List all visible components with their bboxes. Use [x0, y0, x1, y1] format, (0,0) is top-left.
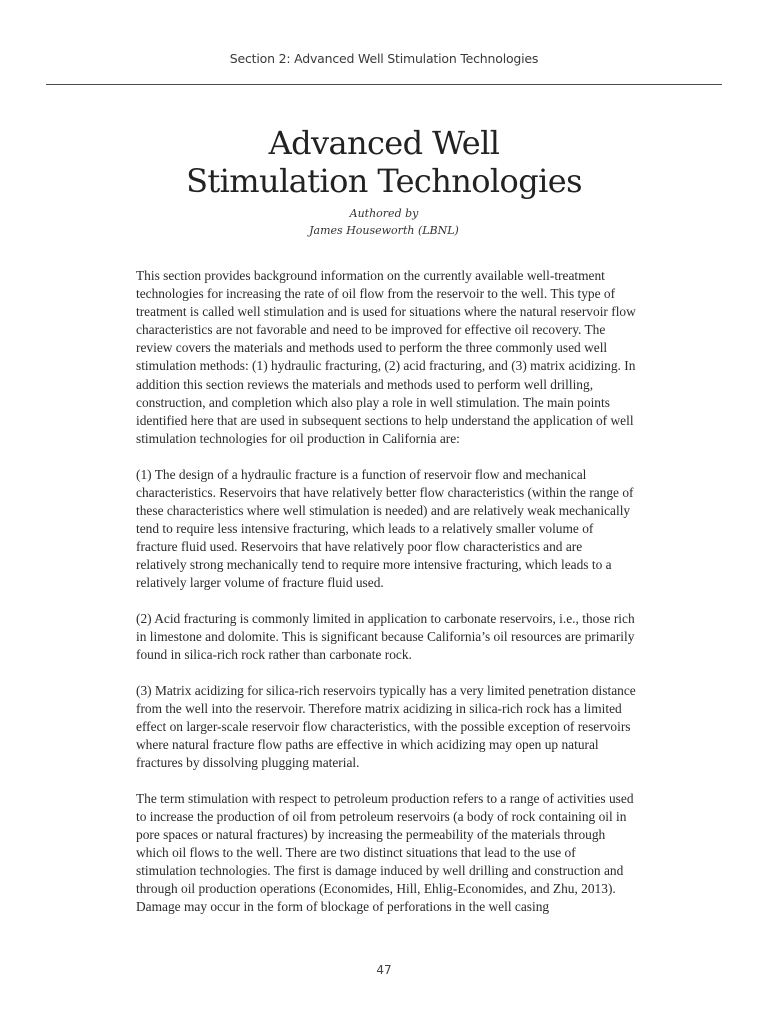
paragraph-point-3: (3) Matrix acidizing for silica-rich reservoirs typically has a very limited penetration distance from the well into the reservoir. Therefore matrix acidizing in silica-rich rock has a limited effect on larger-scale reservoir flow characteristics, with the possible exception of reservoirs where natural fracture flow paths are effective in which acidizing may open up natural fractures by dissolving plugging material. [136, 682, 636, 771]
paragraph-point-2: (2) Acid fracturing is commonly limited in application to carbonate reservoirs, i.e., those rich in limestone and dolomite. This is significant because California’s oil resources are primarily found in silica-rich rock rather than carbonate rock. [136, 610, 635, 662]
paragraph-stimulation-definition: The term stimulation with respect to petroleum production refers to a range of activities used to increase the production of oil from petroleum reservoirs (a body of rock containing oil in pore spaces or natural fractures) by increasing the permeability of the materials through which oil flows to the well. There are two distinct situations that lead to the use of stimulation technologies. The first is damage induced by well drilling and construction and through oil production operations (Economides, Hill, Ehlig-Economides, and Zhu, 2013). Damage may occur in the form of blockage of perforations in the well casing [136, 790, 634, 915]
page-title-line-2: Stimulation Technologies [186, 162, 582, 200]
page-title-line-1: Advanced Well [268, 124, 500, 162]
running-header: Section 2: Advanced Well Stimulation Technologies [229, 51, 539, 66]
paragraph-intro: This section provides background information on the currently available well-treatment technologies for increasing the rate of oil flow from the reservoir to the well. This type of treatment is called well stimulation and is used for situations where the natural reservoir flow characteristics are not favorable and need to be improved for effective oil recovery. The review covers the materials and methods used to perform the three commonly used well stimulation methods: (1) hydraulic fracturing, (2) acid fracturing, and (3) matrix acidizing. In addition this section reviews the materials and methods used to perform well drilling, construction, and completion which also play a role in well stimulation. The main points identified here that are used in subsequent sections to help understand the application of well stimulation technologies for oil production in California are: [136, 268, 636, 446]
header-divider [46, 84, 722, 85]
byline [0, 205, 768, 239]
authored-by-label: Authored by [349, 207, 419, 220]
page-number: 47 [376, 963, 392, 977]
paragraph-point-1: (1) The design of a hydraulic fracture is a function of reservoir flow and mechanical characteristics. Reservoirs that have relatively better flow characteristics (within the range of these characteristics where well stimulation is needed) and are relatively weak mechanically tend to require less intensive fracturing, which leads to a relatively smaller volume of fracture fluid used. Reservoirs that have relatively poor flow characteristics and are relatively strong mechanically tend to require more intensive fracturing, which leads to a relatively larger volume of fracture fluid used. [136, 466, 634, 591]
body-text [136, 267, 636, 934]
author-name: James Houseworth (LBNL) [309, 224, 459, 237]
page-title [0, 124, 768, 200]
